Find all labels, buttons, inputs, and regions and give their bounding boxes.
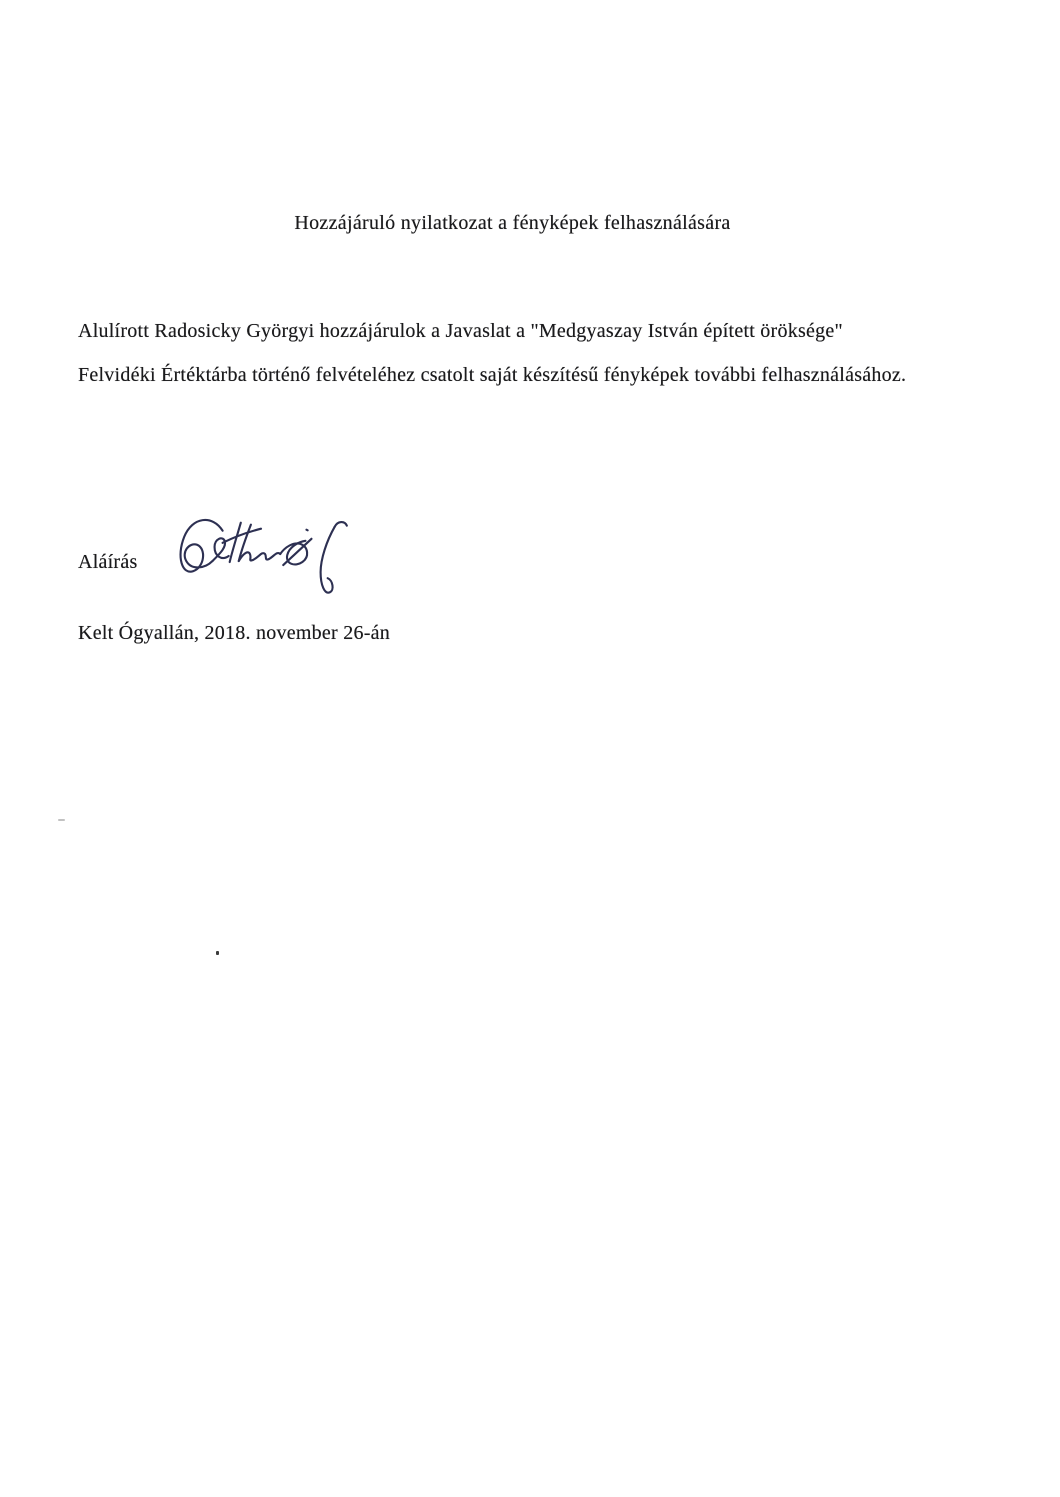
handwritten-signature-icon <box>160 508 362 608</box>
date-line: Kelt Ógyallán, 2018. november 26-án <box>78 622 391 644</box>
scan-speck <box>58 819 65 821</box>
body-paragraph <box>78 320 988 408</box>
body-line-2: Felvidéki Értéktárba történő felvételéhez csatolt saját készítésű fényképek további felhasználásához. <box>78 364 907 386</box>
body-line-1: Alulírott Radosicky Györgyi hozzájárulok a Javaslat a "Medgyaszay István épített öröksége" <box>78 320 843 342</box>
scan-speck <box>216 951 219 955</box>
document-title: Hozzájáruló nyilatkozat a fényképek felhasználására <box>294 212 731 234</box>
signature-label: Aláírás <box>78 551 138 573</box>
